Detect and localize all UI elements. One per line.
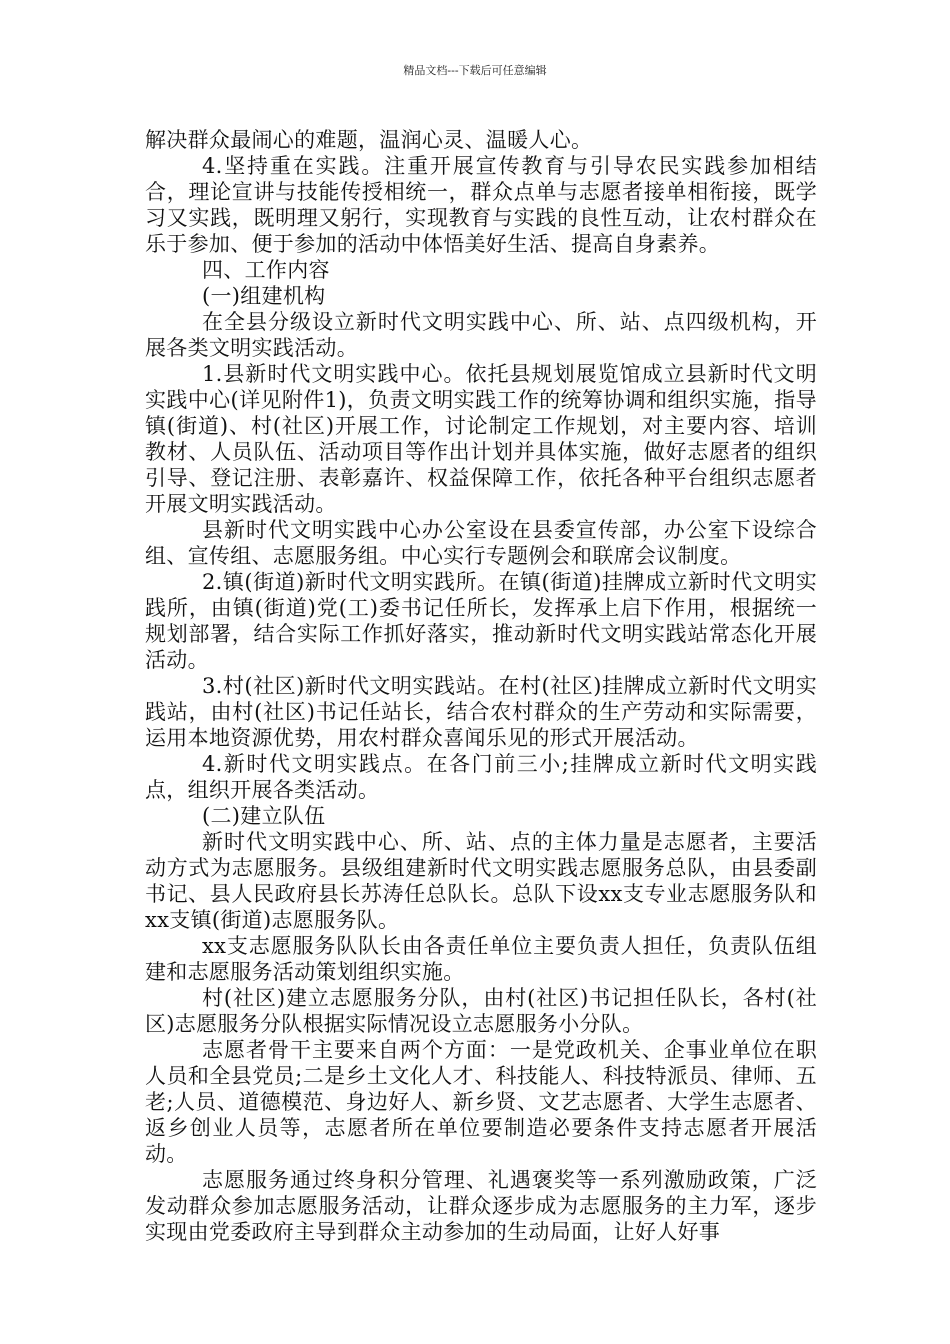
paragraph-continuation: 解决群众最闹心的难题，温润心灵、温暖人心。 — [145, 128, 593, 152]
paragraph-practice-point: 4.新时代文明实践点。在各门前三小;挂牌成立新时代文明实践点，组织开展各类活动。 — [145, 752, 817, 802]
page-header: 精品文档---下载后可任意编辑 — [403, 64, 547, 77]
paragraph-town-institute: 2.镇(街道)新时代文明实践所。在镇(街道)挂牌成立新时代文明实践所，由镇(街道)党(工)委书记任所长，发挥承上启下作用，根据统一规划部署，结合实际工作抓好落实，推动新时代文明实践站常态化开展活动。 — [145, 570, 817, 672]
paragraph-incentives: 志愿服务通过终身积分管理、礼遇褒奖等一系列激励政策，广泛发动群众参加志愿服务活动，让群众逐步成为志愿服务的主力军，逐步实现由党委政府主导到群众主动参加的生动局面，让好人好事 — [145, 1168, 817, 1244]
paragraph-team-leaders: xx支志愿服务队队长由各责任单位主要负责人担任，负责队伍组建和志愿服务活动策划组织实施。 — [145, 934, 817, 984]
paragraph-village-teams: 村(社区)建立志愿服务分队，由村(社区)书记担任队长，各村(社区)志愿服务分队根据实际情况设立志愿服务小分队。 — [145, 986, 817, 1036]
subsection-heading-team: (二)建立队伍 — [202, 804, 326, 828]
paragraph-county-center: 1.县新时代文明实践中心。依托县规划展览馆成立县新时代文明实践中心(详见附件1)，负责文明实践工作的统筹协调和组织实施，指导镇(街道)、村(社区)开展工作，讨论制定工作规划，对主要内容、培训教材、人员队伍、活动项目等作出计划并具体实施，做好志愿者的组织引导、登记注册、表彰嘉许、权益保障工作，依托各种平台组织志愿者开展文明实践活动。 — [145, 362, 817, 516]
paragraph-center-office: 县新时代文明实践中心办公室设在县委宣传部，办公室下设综合组、宣传组、志愿服务组。中心实行专题例会和联席会议制度。 — [145, 518, 817, 568]
subsection-heading-organization: (一)组建机构 — [202, 284, 326, 308]
paragraph-volunteer-corps: 新时代文明实践中心、所、站、点的主体力量是志愿者，主要活动方式为志愿服务。县级组建新时代文明实践志愿服务总队，由县委副书记、县人民政府县长苏涛任总队长。总队下设xx支专业志愿服务队和xx支镇(街道)志愿服务队。 — [145, 830, 817, 932]
paragraph-volunteer-sources: 志愿者骨干主要来自两个方面：一是党政机关、企事业单位在职人员和全县党员;二是乡土文化人才、科技能人、科技特派员、律师、五老;人员、道德模范、身边好人、新乡贤、文艺志愿者、大学生志愿者、返乡创业人员等，志愿者所在单位要制造必要条件支持志愿者开展活动。 — [145, 1038, 817, 1166]
section-heading-work-content: 四、工作内容 — [202, 258, 330, 282]
paragraph-village-station: 3.村(社区)新时代文明实践站。在村(社区)挂牌成立新时代文明实践站，由村(社区)书记任站长，结合农村群众的生产劳动和实际需要，运用本地资源优势，用农村群众喜闻乐见的形式开展活动。 — [145, 674, 817, 750]
paragraph-four-level-organization: 在全县分级设立新时代文明实践中心、所、站、点四级机构，开展各类文明实践活动。 — [145, 310, 817, 360]
document-body — [145, 127, 817, 1245]
paragraph-principle-4: 4.坚持重在实践。注重开展宣传教育与引导农民实践参加相结合，理论宣讲与技能传授相统一，群众点单与志愿者接单相衔接，既学习又实践，既明理又躬行，实现教育与实践的良性互动，让农村群众在乐于参加、便于参加的活动中体悟美好生活、提高自身素养。 — [145, 154, 817, 256]
